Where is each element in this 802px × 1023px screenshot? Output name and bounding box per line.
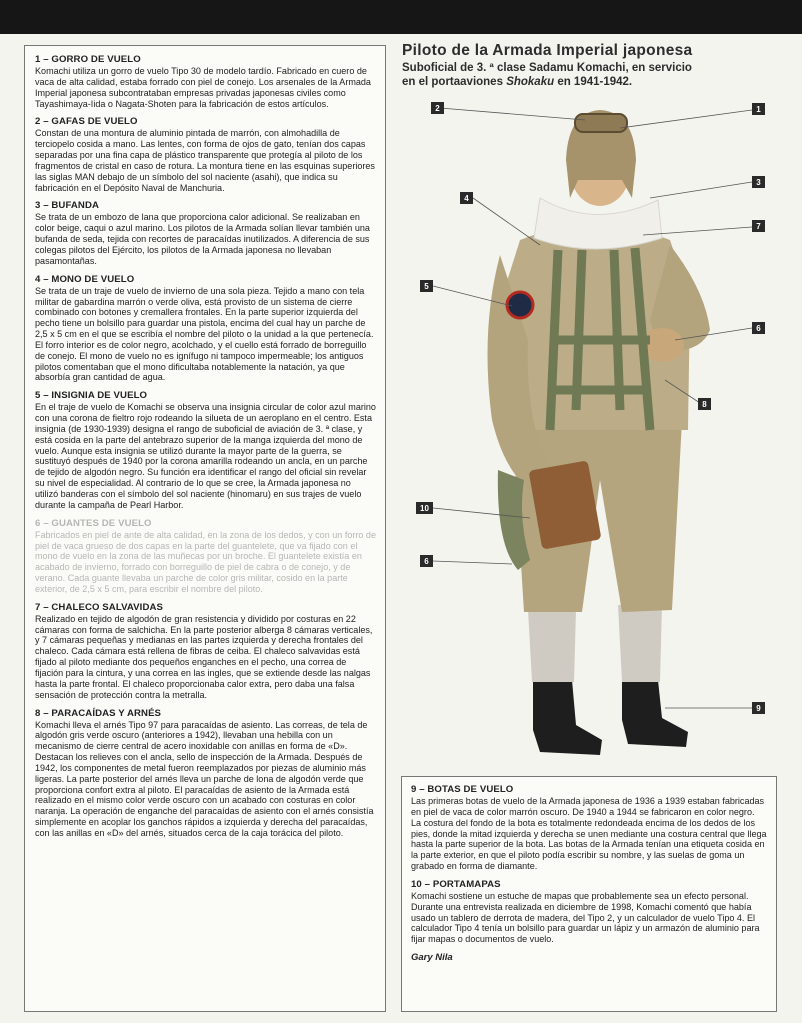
section-text: Realizado en tejido de algodón de gran resistencia y dividido por costuras en 22 cámaras con forma de salchicha. En la parte posterior alberga 8 cámaras verticales, y 7 cámaras pequeñas y medianas en las partes izquierda y derecha frontales del chaleco. Cada cámara está rellena de fibras de ceiba. El chaleco salvavidas está fijado al piloto mediante dos pequeños enganches en el pecho, una correa de fijación para la cintura, y una correa en las ingles, que se extiende desde las nalgas hasta la parte frontal. El chaleco proporcionaba calor extra, pero daba una falsa sensación de protección contra la metralla. xyxy=(35,613,373,700)
section-text: Komachi lleva el arnés Tipo 97 para paracaídas de asiento. Las correas, de tela de algodón gris verde oscuro (anteriores a 1942), llevaban una hebilla con un mecanismo de cierre central de acero inoxidable con anillas en forma de «D». Destacan los relieves con el ancla, sello de inspección de la Armada. Después de 1942, los componentes de metal fueron reemplazados por piezas de aluminio más ligeras. La parte posterior del arnés lleva un parche de lona de algodón verde que proporciona confort extra al piloto. El paracaídas de asiento de la Armada está realizado en el mismo color verde oscuro con un acabado con costuras en color naranja. La operación de enganche del paracaídas de asiento con el arnés consistía simplemente en acoplar los ganchos rápidos a izquierda y derecha del paracaídas, con las anillas en «D» del arnés, situados cerca de la caja torácica del piloto. xyxy=(35,719,374,838)
section-heading: 3 – BUFANDA xyxy=(35,200,100,212)
section-text: Se trata de un traje de vuelo de invierno de una sola pieza. Tejido a mano con tela militar de gabardina marrón o verde oliva, está provisto de un sistema de cierre combinado con botones y cremallera frontales. En la parte superior izquierda del pecho tiene un bolsillo para guardar una pistola, encima del cual hay un parche de 2,5 x 5 cm en el que se escribía el nombre del piloto o la unidad a la que pertenecía. El forro interior es de color negro, acolchado, y el cuello está forrado de borreguillo de conejo. El mono de vuelo no es ignífugo ni tampoco impermeable; los antiguos pilotos comentaban que el mono dificultaba notablemente la natación, ya que absorbía gran cantidad de agua. xyxy=(35,285,374,383)
section-5 xyxy=(35,390,376,510)
right-boot xyxy=(622,680,688,747)
ship-name: Shokaku xyxy=(506,75,555,88)
callout-number: 10 xyxy=(420,504,429,513)
section-1 xyxy=(35,54,376,109)
subtitle-post: en 1941-1942. xyxy=(554,75,633,88)
page-title: Piloto de la Armada Imperial japonesa xyxy=(402,42,693,59)
callout-number: 5 xyxy=(424,282,429,291)
callout-number: 2 xyxy=(435,104,440,113)
goggles xyxy=(575,114,627,132)
subtitle-pre: en el portaaviones xyxy=(402,75,507,88)
section-heading: 5 – INSIGNIA DE VUELO xyxy=(35,390,148,402)
section-9 xyxy=(411,784,767,872)
page-subtitle xyxy=(402,62,782,89)
section-heading: 9 – BOTAS DE VUELO xyxy=(411,784,514,795)
section-text: Fabricados en piel de ante de alta calidad, en la zona de los dedos, y con un forro de piel de vaca grueso de dos capas en la parte del guantelete, que va fijado con el mono de vuelo en la zona de las muñecas por un broche. El guantelete existía en acabado de invierno, forrado con borreguillo de piel de cabra o de conejo, y de verano. Cada guante llevaba un parche de color gris militar, cosido en la parte exterior, de 2,5 x 5 cm, para escribir el nombre del piloto. xyxy=(35,529,376,594)
section-heading: 7 – CHALECO SALVAVIDAS xyxy=(35,601,163,613)
section-4 xyxy=(35,274,376,384)
callout-number: 8 xyxy=(702,400,707,409)
section-8 xyxy=(35,708,376,839)
right-text-box xyxy=(401,776,777,1012)
flight-insignia xyxy=(507,292,533,318)
section-2 xyxy=(35,116,376,193)
subtitle-line-1: Suboficial de 3. ª clase Sadamu Komachi, en servicio xyxy=(402,62,692,74)
section-heading: 8 – PARACAÍDAS Y ARNÉS xyxy=(35,707,162,719)
section-text: Se trata de un embozo de lana que proporciona calor adicional. Se realizaban en color beige, caqui o azul marino. Los pilotos de la Armada solían llevar también una bufanda de seda, tejida con recortes de paracaídas inutilizados. A diferencia de sus colegas pilotos del Ejército, los pilotos de la Armada japonesa no llevaban pasamontañas. xyxy=(35,212,370,266)
author-credit: Gary Nila xyxy=(411,952,453,964)
subtitle-line-2 xyxy=(402,76,782,90)
callout-number: 3 xyxy=(756,178,761,187)
section-text: En el traje de vuelo de Komachi se observa una insignia circular de color azul marino con una corona de fieltro rojo rodeando la silueta de un aeroplano en el centro. Esta insignia (de 1930-1939) designa el rango de suboficial de aviación de 3. ª clase, y está cosida en la parte del antebrazo superior de la manga izquierda del mono de vuelo. Aunque esta insignia se utilizó durante la mayor parte de la guerra, se sustituyó después de 1940 por la corona amarilla rodeando un ancla, en un parche de tejido de algodón negro. Su función era identificar el rango del oficial sin revelar su nivel de especialidad. Al contrario de lo que se cree, la Armada japonesa no utilizó banderas con el símbolo del sol naciente (hinomaru) en sus trajes de vuelo durante la campaña de Pearl Harbor. xyxy=(35,402,376,510)
section-heading: 10 – PORTAMAPAS xyxy=(411,878,501,890)
callout-number: 4 xyxy=(464,194,469,203)
leg-wraps xyxy=(528,605,662,682)
section-text: Constan de una montura de aluminio pintada de marrón, con almohadilla de terciopelo cosida a mano. Las lentes, con forma de ojos de gato, tenían dos capas separadas por una fina capa de plástico transparente que protegía al piloto de los fragmentos de cristal en caso de rotura. La montura tiene en las esquinas superiores las siglas MAN debajo de un símbolo del sol naciente (asahi), que indica su fabricación en el Depósito Naval de Manchuria. xyxy=(35,128,375,193)
left-boot xyxy=(533,680,602,755)
section-heading: 2 – GAFAS DE VUELO xyxy=(35,116,138,128)
section-10 xyxy=(411,879,767,945)
section-heading: 6 – GUANTES DE VUELO xyxy=(35,517,152,529)
section-text: Komachi utiliza un gorro de vuelo Tipo 30 de modelo tardío. Fabricado en cuero de vaca de alta calidad, estaba forrado con piel de conejo. Los arsenales de la Armada Imperial japonesa subcontrataban empresas privadas japonesas civiles como Tayashimaya-Iida o Nagata-Shoten para la fabricación de estos artículos. xyxy=(35,66,371,109)
section-text: Las primeras botas de vuelo de la Armada japonesa de 1936 a 1939 estaban fabricadas en piel de vaca de color marrón oscuro. De 1940 a 1944 se fabricaron en color negro. La costura del fondo de la bota es totalmente redondeada encima de los dedos de los pies, donde la mitad izquierda y derecha se unen mediante una costura central que llega hasta la parte superior de la bota. Las botas de la Armada tenían una etiqueta cosida en la parte exterior, en que el piloto podía escribir su nombre, y las suelas de goma un grabado en forma de diamante. xyxy=(411,796,767,872)
top-black-bar xyxy=(0,0,802,34)
callout-number: 9 xyxy=(756,704,761,713)
section-3 xyxy=(35,200,376,266)
section-6 xyxy=(35,518,376,595)
section-heading: 1 – GORRO DE VUELO xyxy=(35,54,141,65)
callout-number: 6 xyxy=(424,557,429,566)
callout-number: 6 xyxy=(756,324,761,333)
pilot-illustration xyxy=(400,90,790,770)
section-heading: 4 – MONO DE VUELO xyxy=(35,273,135,285)
left-text-column xyxy=(24,45,386,1012)
section-text: Komachi sostiene un estuche de mapas que probablemente sea un efecto personal. Durante una entrevista realizada en diciembre de 1998, Komachi comentó que había usado un tablero de derrota de madera, del Tipo 2, y un calculador de vuelo Tipo 4. El calculador Tipo 4 tenía un bolsillo para guardar un lápiz y un armazón de aluminio para fijar mapas o documentos de vuelo. xyxy=(411,890,760,945)
page-title-block xyxy=(402,42,782,89)
section-7 xyxy=(35,602,376,701)
callout-number: 1 xyxy=(756,105,761,114)
callout-number: 7 xyxy=(756,222,761,231)
